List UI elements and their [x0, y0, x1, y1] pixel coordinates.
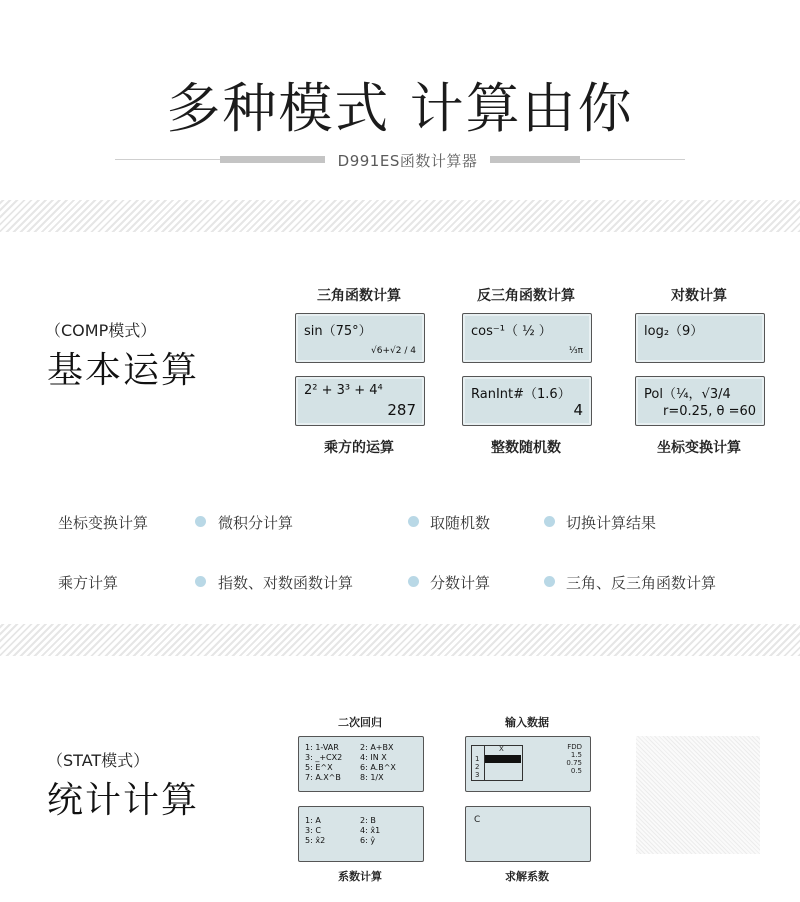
- lcd-input: cos⁻¹（ ½ ）: [471, 324, 552, 339]
- feature-item: 三角、反三角函数计算: [566, 574, 717, 592]
- lcd-input: 2² + 3³ + 4⁴: [304, 383, 383, 398]
- row-number: 3: [475, 771, 480, 779]
- lcd-result: r=0.25, θ =60: [663, 404, 756, 419]
- stripe-band: [0, 624, 800, 656]
- menu-item: 1: 1-VAR: [305, 743, 339, 752]
- divider-bar: [220, 156, 325, 163]
- lcd-screen: [462, 313, 592, 363]
- page-title: 多种模式 计算由你: [166, 77, 634, 140]
- caption-power: 乘方的运算: [324, 440, 394, 456]
- feature-item: 取随机数: [430, 514, 491, 532]
- row-number: 1: [475, 755, 480, 763]
- blank-pattern-panel: [636, 736, 760, 854]
- lcd-input: log₂（9）: [644, 324, 704, 339]
- feature-item: 微积分计算: [218, 514, 294, 532]
- feature-item: 指数、对数函数计算: [218, 574, 354, 592]
- lcd-input: RanInt#（1.6）: [471, 387, 571, 402]
- regression-menu: [305, 743, 415, 783]
- lcd-screen: [462, 376, 592, 426]
- row-number: 2: [475, 763, 480, 771]
- lcd-data-input: [465, 736, 591, 792]
- data-values: [566, 743, 582, 775]
- lcd-text: C: [474, 815, 481, 825]
- feature-item: 切换计算结果: [566, 514, 657, 532]
- caption-random: 整数随机数: [491, 440, 561, 456]
- menu-item: 8: 1/X: [360, 773, 384, 782]
- lcd-input: sin（75°）: [304, 324, 372, 339]
- lcd-coef-menu: [298, 806, 424, 862]
- bullet-dot-icon: [408, 516, 419, 527]
- bullet-dot-icon: [544, 576, 555, 587]
- selected-cell: [485, 755, 521, 763]
- stat-mode-label: （STAT模式）: [47, 751, 150, 770]
- comp-mode-title: 基本运算: [47, 350, 200, 391]
- lcd-screen: [295, 313, 425, 363]
- caption-inverse-trig: 反三角函数计算: [477, 288, 575, 304]
- data-table: [471, 745, 523, 781]
- menu-item: 5: E^X: [305, 763, 333, 772]
- caption-coord: 坐标变换计算: [657, 440, 741, 456]
- stat-mode-title: 统计计算: [47, 780, 200, 821]
- lcd-result: √6+√2 / 4: [371, 346, 416, 356]
- bullet-dot-icon: [195, 576, 206, 587]
- lcd-input: Pol（¼，√3/4: [644, 387, 731, 402]
- lcd-result: 4: [573, 401, 583, 419]
- feature-item: 坐标变换计算: [58, 514, 149, 532]
- menu-item: 3: _+CX2: [305, 753, 343, 762]
- lcd-screen: [635, 313, 765, 363]
- data-value: 0.5: [570, 767, 582, 775]
- divider-line: [115, 159, 220, 160]
- data-value: 1.5: [570, 751, 582, 759]
- menu-item: 3: C: [305, 826, 321, 835]
- menu-item: 4: x̂1: [360, 826, 381, 835]
- data-value: FDD: [567, 743, 582, 751]
- bullet-dot-icon: [408, 576, 419, 587]
- caption-solve-coef: 求解系数: [505, 870, 549, 883]
- menu-item: 7: A.X^B: [305, 773, 341, 782]
- menu-item: 2: B: [360, 816, 376, 825]
- lcd-screen: [635, 376, 765, 426]
- subtitle-row: [115, 150, 685, 170]
- feature-item: 分数计算: [430, 574, 491, 592]
- bullet-dot-icon: [195, 516, 206, 527]
- menu-item: 2: A+BX: [360, 743, 394, 752]
- divider-bar: [490, 156, 580, 163]
- caption-trig: 三角函数计算: [317, 288, 401, 304]
- stripe-band: [0, 200, 800, 232]
- coef-menu: [305, 816, 415, 846]
- caption-coef-calc: 系数计算: [338, 870, 382, 883]
- caption-input-data: 输入数据: [505, 716, 549, 729]
- menu-item: 6: ŷ: [360, 836, 376, 845]
- data-value: 0.75: [566, 759, 582, 767]
- comp-mode-label: （COMP模式）: [45, 321, 157, 340]
- menu-item: 5: x̂2: [305, 836, 326, 845]
- lcd-solve-coef: [465, 806, 591, 862]
- column-header: X: [499, 745, 504, 753]
- menu-item: 1: A: [305, 816, 321, 825]
- caption-log: 对数计算: [671, 288, 727, 304]
- divider-line: [580, 159, 685, 160]
- bullet-dot-icon: [544, 516, 555, 527]
- feature-item: 乘方计算: [58, 574, 119, 592]
- lcd-regression-menu: [298, 736, 424, 792]
- caption-quadratic: 二次回归: [338, 716, 382, 729]
- menu-item: 4: IN X: [360, 753, 387, 762]
- table-divider: [484, 746, 485, 780]
- menu-item: 6: A.B^X: [360, 763, 396, 772]
- subtitle: D991ES函数计算器: [337, 152, 478, 170]
- lcd-screen: [295, 376, 425, 426]
- lcd-result: 287: [387, 401, 416, 419]
- lcd-result: ⅓π: [568, 346, 583, 356]
